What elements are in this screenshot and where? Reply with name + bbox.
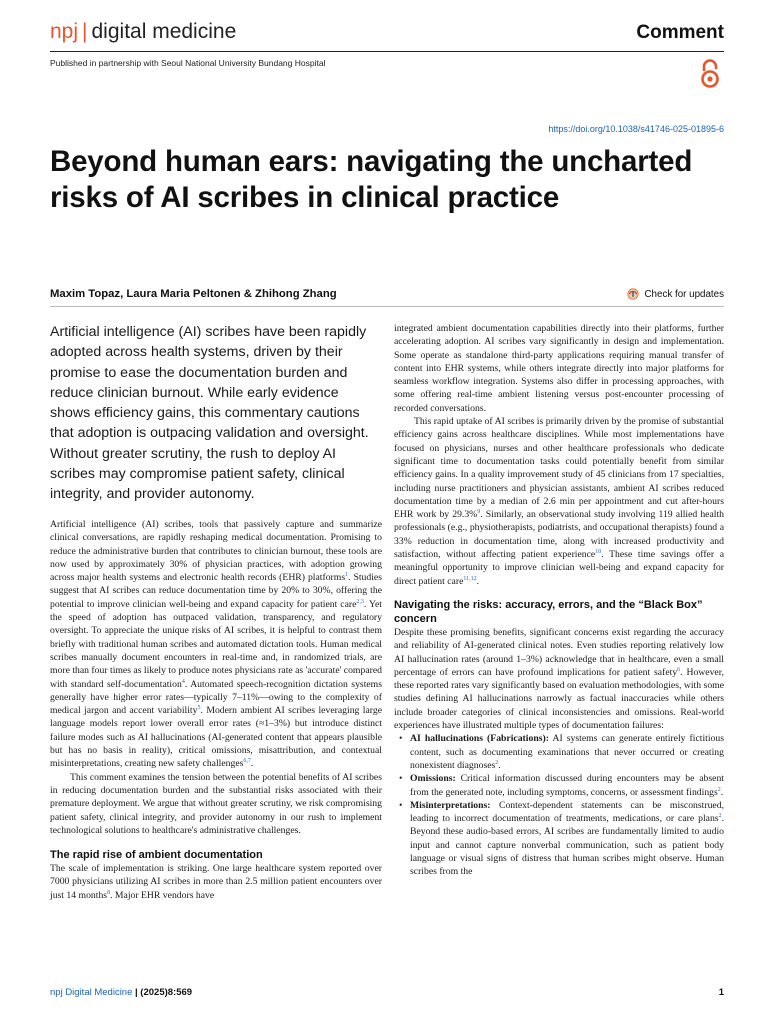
- citation-ref[interactable]: 6: [677, 666, 681, 673]
- journal-header: [50, 20, 724, 50]
- partnership-note: Published in partnership with Seoul National University Bundang Hospital: [50, 58, 326, 68]
- section-heading: Navigating the risks: accuracy, errors, and the “Black Box” concern: [394, 598, 703, 625]
- doi-link[interactable]: https://doi.org/10.1038/s41746-025-01895-6: [548, 124, 724, 134]
- page-number: 1: [718, 987, 724, 998]
- check-updates-button[interactable]: [627, 288, 724, 300]
- citation-ref[interactable]: 2,3: [356, 598, 364, 605]
- footer-citation: | (2025)8:569: [132, 987, 193, 998]
- header-divider: [50, 51, 724, 52]
- list-item: • AI hallucinations (Fabrications): AI systems can generate entirely fictitious content, such as documenting examinations that never occurred or creating nonexistent diagnoses$^2$.: [394, 732, 724, 772]
- section-heading: The rapid rise of ambient documentation: [50, 849, 263, 862]
- journal-prefix: npj: [50, 20, 79, 43]
- check-updates-icon: [627, 288, 639, 300]
- citation-ref[interactable]: 8: [107, 889, 111, 896]
- article-type-label: Comment: [636, 22, 724, 43]
- page-footer: [50, 987, 192, 998]
- journal-separator: |: [82, 20, 88, 43]
- footer-journal-link[interactable]: npj Digital Medicine: [50, 987, 133, 998]
- article-title: Beyond human ears: navigating the uncharted risks of AI scribes in clinical practice: [50, 145, 693, 214]
- citation-ref[interactable]: 2: [718, 812, 722, 819]
- citation-ref[interactable]: 5: [197, 704, 201, 711]
- open-access-icon[interactable]: [699, 58, 721, 90]
- list-item: • Omissions: Critical information discussed during encounters may be absent from the generated note, including symptoms, concerns, or assessment findings$^2$.: [394, 772, 724, 799]
- body-paragraph: integrated ambient documentation capabilities directly into their platforms, further accelerating adoption. AI scribes vary significantly in design and implementation. Some operate as standalone third-party applications requiring manual transfer of content into EHR systems, while others integrate directly into major platforms for seamless workflow integration. Systems also differ in processing approaches, with some offering real-time ambient listening versus post-encounter processing of recorded conversations.: [394, 323, 724, 414]
- body-paragraph: This comment examines the tension between the potential benefits of AI scribes in reducing documentation burden and the substantial risks associated with their premature deployment. We argue that without greater scrutiny, we risk compromising patient safety, clinical integrity, and provider autonomy in our rush to implement technological solutions to healthcare's administrative challenges.: [50, 771, 382, 836]
- citation-ref[interactable]: 6,7: [243, 758, 251, 765]
- check-updates-label: Check for updates: [644, 288, 724, 300]
- citation-ref[interactable]: 9: [477, 508, 481, 515]
- list-item: • Misinterpretations: Context-dependent statements can be misconstrued, leading to incorrect documentation of treatments, medications, or care plans$^2$. Beyond these audio-based errors, AI scribes are fundamentally limited to audio input and cannot capture nonverbal communication, such as patient body language or visual signs of distress that human scribes might observe. Human scribes from the: [394, 799, 724, 879]
- body-paragraph: This rapid uptake of AI scribes is primarily driven by the promise of substantial efficiency gains across healthcare disciplines. While most implementations have focused on physicians, nurses and other healthcare professionals who dedicate significant time to documentation tasks could potentially benefit from similar efficiency gains. In a quality improvement study of 45 clinicians from 17 specialties, including nurse practitioners and physician assistants, ambient AI scribes reduced documentation time by a median of 2.6 min per appointment and cut after-hours EHR work by 29.3%$^9$. Similarly, an observational study involving 119 allied health professionals (e.g., physiotherapists, podiatrists, and occupational therapists) found a 33% reduction in documentation time, along with increased productivity and satisfaction, without affecting patient experience$^{10}$. These time savings offer a meaningful opportunity to improve clinician well-being and expand capacity for direct patient care$^{11,12}$.: [394, 416, 725, 587]
- citation-ref[interactable]: 11,12: [463, 575, 477, 582]
- body-paragraph: Despite these promising benefits, significant concerns exist regarding the accuracy and reliability of AI-generated clinical notes. Even studies reporting relatively low AI hallucination rates (around 1–3%) acknowledge that in healthcare, even a small percentage of errors can have profound implications for patient safety$^6$. However, these reported rates vary significantly based on evaluation methodologies, with some studies defining AI hallucinations narrowly as factual inaccuracies while others include broader categories of clinical inconsistencies and omissions. Real-world experiences have illustrated multiple types of documentation failures:: [394, 626, 724, 732]
- failure-type-list: [394, 732, 724, 878]
- body-paragraph: The scale of implementation is striking. One large healthcare system reported over 7000 physicians utilizing AI scribes in more than 2.5 million patient encounters over just 14 months$^8$. Major EHR vendors have: [50, 863, 382, 901]
- abstract: Artificial intelligence (AI) scribes have been rapidly adopted across health systems, driven by their promise to ease the documentation burden and reduce clinician burnout. While early evidence shows efficiency gains, this commentary cautions that adoption is outpacing validation and oversight. Without greater scrutiny, the rush to deploy AI scribes may compromise patient safety, clinical integrity, and provider autonomy.: [50, 324, 369, 503]
- journal-name[interactable]: [50, 20, 236, 44]
- journal-title: digital medicine: [91, 20, 237, 43]
- author-list[interactable]: Maxim Topaz, Laura Maria Peltonen & Zhihong Zhang: [50, 288, 337, 300]
- author-divider: [50, 306, 724, 307]
- citation-ref[interactable]: 4: [181, 678, 185, 685]
- citation-ref[interactable]: 2: [495, 759, 499, 766]
- citation-ref[interactable]: 10: [595, 548, 602, 555]
- citation-ref[interactable]: 1: [345, 571, 349, 578]
- body-column-left: [50, 518, 382, 902]
- citation-ref[interactable]: 2: [717, 786, 721, 793]
- body-column-right: [394, 322, 724, 879]
- body-paragraph: Artificial intelligence (AI) scribes, tools that passively capture and summarize clinical conversations, are rapidly reshaping medical documentation. Promising to reduce the administrative burden that contributes to clinician burnout, these tools are now used by approximately 30% of physician practices, with adoption growing across major health systems and electronic health records (EHR) platforms$^1$. Studies suggest that AI scribes can reduce documentation time by 20% to 30%, offering the potential to improve clinician well-being and expand capacity for patient care$^{2,3}$. Yet the speed of adoption has outpaced validation, transparency, and regulatory oversight. To appreciate the unique risks of AI scribes, it is helpful to contrast them briefly with traditional human scribes and automated dictation tools. Human medical scribes manually document encounters in real-time and, in randomized trials, are more than four times as likely to produce notes physicians rate as 'accurate' compared with standard self-documentation$^4$. Automated speech-recognition dictation systems generally have higher error rates—typically 7–11%—owing to the complexity of medical jargon and accent variability$^5$. Modern ambient AI scribes leveraging large language models report lower overall error rates (≈1–3%) but introduce distinct failure modes such as AI hallucinations (AI-generated content that appears plausible but has no basis in reality), critical omissions, misattribution, and contextual misinterpretations, creating new safety challenges$^{6,7}$.: [50, 519, 383, 770]
